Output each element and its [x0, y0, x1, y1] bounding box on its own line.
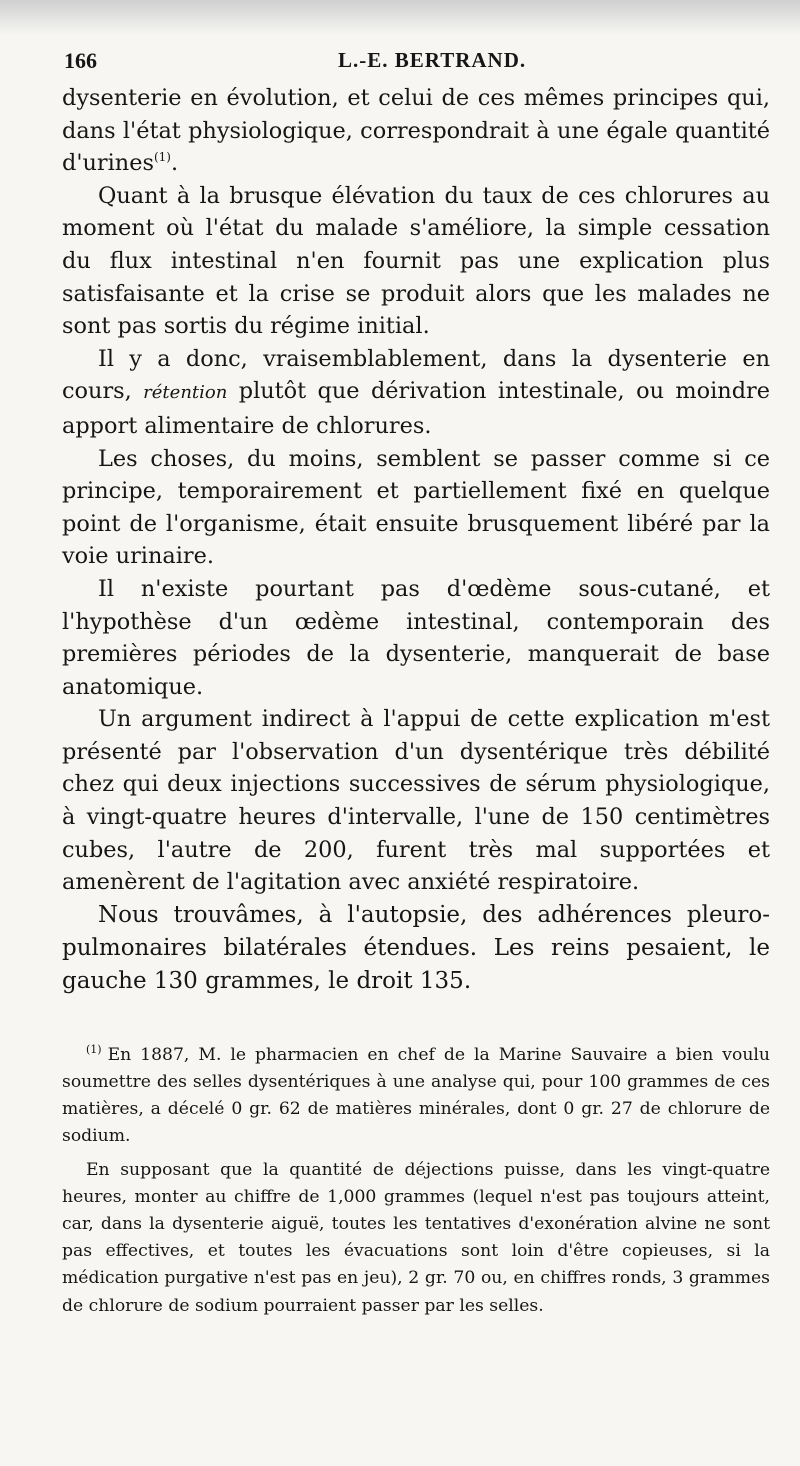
scan-shadow [0, 0, 800, 36]
footnote-ref: (1) [153, 150, 171, 165]
book-page [62, 40, 770, 1320]
footnote-1-continuation: En supposant que la quantité de déjections puisse, dans les vingt-quatre heures, monter au chiffre de 1,000 grammes (lequel n'est pas toujours atteint, car, dans la dysenterie aiguë, toutes les tentatives d'exonération alvine ne sont pas effectives, et toutes les évacuations sont loin d'être copieuses, si la médication purgative n'est pas en jeu), 2 gr. 70 ou, en chiffres ronds, 3 grammes de chlorure de sodium pourraient passer par les selles. [62, 1159, 770, 1316]
paragraph-3: Il y a donc, vraisemblablement, dans la dysenterie en cours, rétention plutôt que dérivation intestinale, ou moindre apport alimentaire de chlorures. [62, 345, 770, 439]
italic-term: rétention [143, 382, 228, 404]
paragraph-5: Il n'existe pourtant pas d'œdème sous-cutané, et l'hypothèse d'un œdème intestinal, contemporain des premières périodes de la dysenterie, manquerait de base anatomique. [62, 575, 770, 700]
footnotes [62, 1036, 770, 1320]
body-text [62, 82, 770, 998]
footnote-mark: (1) [86, 1042, 102, 1056]
running-title: L.-E. BERTRAND. [338, 48, 527, 72]
paragraph-7: Nous trouvâmes, à l'autopsie, des adhérences pleuro-pulmonaires bilatérales étendues. Les reins pesaient, le gauche 130 grammes, le droit 135. [62, 901, 770, 994]
paragraph-6: Un argument indirect à l'appui de cette explication m'est présenté par l'observation d'un dysentérique très débilité chez qui deux injections successives de sérum physiologique, à vingt-quatre heures d'intervalle, l'une de 150 centimètres cubes, l'autre de 200, furent très mal supportées et amenèrent de l'agitation avec anxiété respiratoire. [62, 706, 770, 896]
paragraph-1: dysenterie en évolution, et celui de ces mêmes principes qui, dans l'état physiologique, correspondrait à une égale quantité d'urines$^{(1)}$. [62, 85, 770, 177]
footnote-1: $^{(1)}$ En 1887, M. le pharmacien en chef de la Marine Sauvaire a bien voulu soumettre des selles dysentériques à une analyse qui, pour 100 grammes de ces matières, a décelé 0 gr. 62 de matières minérales, dont 0 gr. 27 de chlorure de sodium. [62, 1042, 770, 1147]
running-head [62, 40, 770, 82]
paragraph-2: Quant à la brusque élévation du taux de ces chlorures au moment où l'état du malade s'améliore, la simple cessation du flux intestinal n'en fournit pas une explication plus satisfaisante et la crise se produit alors que les malades ne sont pas sortis du régime initial. [62, 182, 770, 340]
paragraph-4: Les choses, du moins, semblent se passer comme si ce principe, temporairement et partiellement fixé en quelque point de l'organisme, était ensuite brusquement libéré par la voie urinaire. [62, 445, 770, 570]
page-number: 166 [64, 48, 97, 73]
